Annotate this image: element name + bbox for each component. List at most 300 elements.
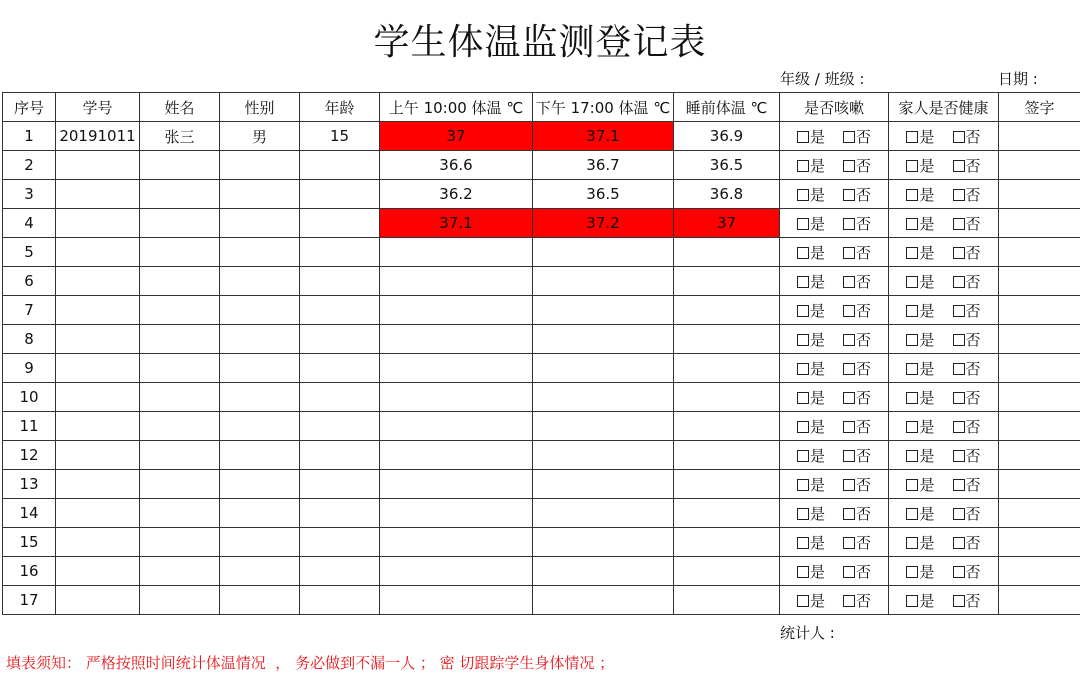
temperature-table	[2, 92, 1080, 615]
checkbox-no-box[interactable]	[843, 276, 855, 288]
cell-signature[interactable]	[999, 499, 1080, 528]
cell-name	[140, 383, 220, 412]
cell-signature[interactable]	[999, 296, 1080, 325]
checkbox-no-box[interactable]	[953, 218, 965, 230]
cell-family-health	[889, 412, 999, 441]
cell-gender	[220, 296, 300, 325]
checkbox-yes-option[interactable]	[906, 184, 934, 205]
checkbox-no-option[interactable]	[953, 561, 981, 582]
cell-signature[interactable]	[999, 151, 1080, 180]
checkbox-no-label: 否	[965, 475, 981, 494]
checkbox-no-option[interactable]	[953, 329, 981, 350]
cell-age	[300, 238, 380, 267]
cell-row-no: 2	[3, 151, 56, 180]
checkbox-yes-option[interactable]	[906, 387, 934, 408]
checkbox-no-option[interactable]	[953, 184, 981, 205]
checkbox-yes-option[interactable]	[906, 561, 934, 582]
checkbox-yes-box[interactable]	[797, 392, 809, 404]
checkbox-no-option[interactable]	[843, 126, 871, 147]
checkbox-yes-box[interactable]	[797, 479, 809, 491]
cell-row-no: 16	[3, 557, 56, 586]
checkbox-yes-box[interactable]	[906, 247, 918, 259]
cell-gender	[220, 151, 300, 180]
checkbox-yes-box[interactable]	[906, 363, 918, 375]
checkbox-no-box[interactable]	[843, 508, 855, 520]
checkbox-no-box[interactable]	[953, 247, 965, 259]
checkbox-yes-box[interactable]	[906, 537, 918, 549]
checkbox-no-box[interactable]	[843, 334, 855, 346]
checkbox-yes-box[interactable]	[906, 450, 918, 462]
checkbox-no-option[interactable]	[843, 590, 871, 611]
cell-am-temp	[380, 412, 533, 441]
cell-age	[300, 470, 380, 499]
cell-age	[300, 499, 380, 528]
cell-pm-temp: 37.1	[533, 122, 674, 151]
cell-gender	[220, 383, 300, 412]
col-header-signature: 签字	[999, 93, 1080, 122]
checkbox-no-label: 否	[856, 272, 872, 291]
checkbox-yes-box[interactable]	[797, 421, 809, 433]
checkbox-yes-box[interactable]	[797, 363, 809, 375]
cell-family-health	[889, 180, 999, 209]
checkbox-no-option[interactable]	[843, 155, 871, 176]
checkbox-yes-option[interactable]	[797, 445, 825, 466]
cell-name	[140, 412, 220, 441]
checkbox-no-box[interactable]	[953, 508, 965, 520]
checkbox-no-option[interactable]	[843, 358, 871, 379]
checkbox-no-box[interactable]	[843, 218, 855, 230]
checkbox-yes-box[interactable]	[906, 595, 918, 607]
checkbox-no-box[interactable]	[843, 160, 855, 172]
checkbox-no-option[interactable]	[953, 445, 981, 466]
cell-student-id	[56, 180, 140, 209]
cell-signature[interactable]	[999, 325, 1080, 354]
checkbox-yes-option[interactable]	[906, 532, 934, 553]
cell-age	[300, 441, 380, 470]
cell-family-health	[889, 209, 999, 238]
checkbox-no-box[interactable]	[843, 566, 855, 578]
checkbox-no-box[interactable]	[843, 392, 855, 404]
cell-cough	[780, 499, 889, 528]
checkbox-no-box[interactable]	[953, 131, 965, 143]
checkbox-yes-option[interactable]	[906, 242, 934, 263]
checkbox-no-option[interactable]	[953, 242, 981, 263]
cell-am-temp: 36.6	[380, 151, 533, 180]
checkbox-yes-box[interactable]	[797, 131, 809, 143]
cell-gender: 男	[220, 122, 300, 151]
checkbox-yes-label: 是	[809, 504, 825, 523]
cell-age	[300, 528, 380, 557]
cell-pm-temp	[533, 441, 674, 470]
checkbox-yes-box[interactable]	[906, 160, 918, 172]
cell-student-id	[56, 586, 140, 615]
cell-student-id	[56, 325, 140, 354]
checkbox-no-option[interactable]	[843, 387, 871, 408]
checkbox-no-box[interactable]	[953, 305, 965, 317]
checkbox-no-box[interactable]	[953, 566, 965, 578]
col-header-family-health: 家人是否健康	[889, 93, 999, 122]
cell-pm-temp	[533, 238, 674, 267]
cell-gender	[220, 180, 300, 209]
cell-row-no: 8	[3, 325, 56, 354]
checkbox-no-option[interactable]	[843, 329, 871, 350]
checkbox-no-box[interactable]	[953, 189, 965, 201]
checkbox-yes-box[interactable]	[906, 566, 918, 578]
cell-row-no: 17	[3, 586, 56, 615]
checkbox-no-label: 否	[965, 417, 981, 436]
checkbox-yes-box[interactable]	[797, 537, 809, 549]
checkbox-yes-option[interactable]	[906, 416, 934, 437]
cell-am-temp	[380, 383, 533, 412]
checkbox-yes-box[interactable]	[797, 566, 809, 578]
checkbox-no-option[interactable]	[843, 503, 871, 524]
checkbox-yes-option[interactable]	[906, 213, 934, 234]
cell-signature[interactable]	[999, 180, 1080, 209]
col-header-gender: 性别	[220, 93, 300, 122]
cell-cough	[780, 557, 889, 586]
date-label: 日期 :	[998, 70, 1038, 88]
cell-cough	[780, 354, 889, 383]
cell-gender	[220, 412, 300, 441]
checkbox-no-option[interactable]	[953, 416, 981, 437]
checkbox-yes-box[interactable]	[906, 479, 918, 491]
cell-gender	[220, 470, 300, 499]
checkbox-yes-box[interactable]	[797, 218, 809, 230]
checkbox-no-label: 否	[856, 330, 872, 349]
col-header-student-id: 学号	[56, 93, 140, 122]
checkbox-yes-label: 是	[809, 388, 825, 407]
checkbox-yes-box[interactable]	[906, 421, 918, 433]
cell-cough	[780, 470, 889, 499]
checkbox-no-box[interactable]	[843, 189, 855, 201]
cell-am-temp	[380, 354, 533, 383]
checkbox-no-box[interactable]	[953, 479, 965, 491]
cell-pm-temp: 37.2	[533, 209, 674, 238]
checkbox-yes-option[interactable]	[906, 503, 934, 524]
cell-bedtime-temp	[674, 296, 780, 325]
checkbox-yes-label: 是	[919, 214, 935, 233]
checkbox-yes-option[interactable]	[797, 242, 825, 263]
checkbox-no-option[interactable]	[953, 387, 981, 408]
col-header-am-temp: 上午 10:00 体温 ℃	[380, 93, 533, 122]
checkbox-no-option[interactable]	[843, 416, 871, 437]
checkbox-no-box[interactable]	[953, 276, 965, 288]
sheet-title: 学生体温监测登记表	[373, 22, 707, 63]
checkbox-no-box[interactable]	[843, 247, 855, 259]
checkbox-yes-option[interactable]	[797, 184, 825, 205]
cell-family-health	[889, 151, 999, 180]
checkbox-no-label: 否	[856, 562, 872, 581]
checkbox-no-box[interactable]	[843, 131, 855, 143]
checkbox-yes-option[interactable]	[906, 474, 934, 495]
cell-am-temp	[380, 586, 533, 615]
cell-gender	[220, 528, 300, 557]
cell-signature[interactable]	[999, 557, 1080, 586]
checkbox-yes-option[interactable]	[797, 474, 825, 495]
checkbox-no-box[interactable]	[953, 160, 965, 172]
checkbox-no-box[interactable]	[843, 421, 855, 433]
checkbox-no-label: 否	[856, 243, 872, 262]
cell-signature[interactable]	[999, 441, 1080, 470]
checkbox-no-option[interactable]	[953, 155, 981, 176]
checkbox-no-option[interactable]	[843, 561, 871, 582]
checkbox-no-option[interactable]	[953, 213, 981, 234]
cell-gender	[220, 557, 300, 586]
checkbox-yes-option[interactable]	[797, 213, 825, 234]
checkbox-no-label: 否	[965, 330, 981, 349]
cell-student-id	[56, 238, 140, 267]
checkbox-no-option[interactable]	[953, 503, 981, 524]
cell-bedtime-temp	[674, 586, 780, 615]
cell-age	[300, 296, 380, 325]
checkbox-yes-box[interactable]	[906, 189, 918, 201]
checkbox-yes-box[interactable]	[797, 160, 809, 172]
checkbox-no-option[interactable]	[843, 271, 871, 292]
cell-bedtime-temp: 36.5	[674, 151, 780, 180]
checkbox-no-option[interactable]	[843, 445, 871, 466]
cell-pm-temp	[533, 586, 674, 615]
checkbox-no-label: 否	[856, 127, 872, 146]
cell-signature[interactable]	[999, 383, 1080, 412]
checkbox-yes-option[interactable]	[906, 126, 934, 147]
checkbox-no-label: 否	[856, 591, 872, 610]
checkbox-yes-box[interactable]	[797, 305, 809, 317]
checkbox-yes-option[interactable]	[797, 503, 825, 524]
cell-row-no: 14	[3, 499, 56, 528]
cell-gender	[220, 267, 300, 296]
checkbox-no-option[interactable]	[953, 300, 981, 321]
checkbox-yes-option[interactable]	[906, 300, 934, 321]
checkbox-yes-option[interactable]	[797, 590, 825, 611]
checkbox-yes-label: 是	[809, 446, 825, 465]
cell-family-health	[889, 122, 999, 151]
checkbox-no-option[interactable]	[953, 474, 981, 495]
checkbox-no-label: 否	[856, 533, 872, 552]
checkbox-yes-box[interactable]	[797, 595, 809, 607]
checkbox-yes-option[interactable]	[797, 300, 825, 321]
checkbox-yes-option[interactable]	[906, 155, 934, 176]
checkbox-no-option[interactable]	[953, 358, 981, 379]
cell-age	[300, 557, 380, 586]
checkbox-yes-label: 是	[809, 591, 825, 610]
checkbox-yes-label: 是	[919, 504, 935, 523]
checkbox-yes-label: 是	[919, 330, 935, 349]
cell-row-no: 7	[3, 296, 56, 325]
cell-bedtime-temp: 36.9	[674, 122, 780, 151]
checkbox-yes-box[interactable]	[906, 218, 918, 230]
cell-row-no: 15	[3, 528, 56, 557]
col-header-age: 年龄	[300, 93, 380, 122]
cell-student-id	[56, 354, 140, 383]
checkbox-yes-option[interactable]	[797, 387, 825, 408]
table-row	[3, 383, 1080, 412]
checkbox-no-option[interactable]	[843, 474, 871, 495]
checkbox-no-box[interactable]	[843, 363, 855, 375]
cell-signature[interactable]	[999, 209, 1080, 238]
checkbox-yes-label: 是	[919, 359, 935, 378]
cell-cough	[780, 122, 889, 151]
checkbox-yes-label: 是	[919, 243, 935, 262]
cell-row-no: 5	[3, 238, 56, 267]
col-header-pm-temp: 下午 17:00 体温 ℃	[533, 93, 674, 122]
checkbox-no-box[interactable]	[843, 450, 855, 462]
cell-row-no: 6	[3, 267, 56, 296]
cell-name	[140, 557, 220, 586]
col-header-cough: 是否咳嗽	[780, 93, 889, 122]
checkbox-no-box[interactable]	[843, 305, 855, 317]
checkbox-yes-option[interactable]	[906, 445, 934, 466]
cell-gender	[220, 209, 300, 238]
cell-gender	[220, 238, 300, 267]
cell-row-no: 1	[3, 122, 56, 151]
checkbox-no-option[interactable]	[843, 213, 871, 234]
cell-name	[140, 180, 220, 209]
fill-notice: 填表须知： 严格按照时间统计体温情况 ， 务必做到不漏一人 ； 密 切跟踪学生身体情况 ；	[6, 654, 615, 672]
checkbox-yes-label: 是	[809, 359, 825, 378]
statistician-label: 统计人 :	[780, 624, 835, 642]
checkbox-yes-label: 是	[919, 446, 935, 465]
cell-am-temp: 37.1	[380, 209, 533, 238]
cell-name	[140, 470, 220, 499]
checkbox-yes-label: 是	[919, 591, 935, 610]
cell-signature[interactable]	[999, 354, 1080, 383]
cell-row-no: 11	[3, 412, 56, 441]
cell-student-id	[56, 499, 140, 528]
cell-gender	[220, 586, 300, 615]
table-row	[3, 412, 1080, 441]
checkbox-no-box[interactable]	[843, 479, 855, 491]
checkbox-no-box[interactable]	[953, 392, 965, 404]
checkbox-yes-box[interactable]	[797, 450, 809, 462]
cell-am-temp	[380, 470, 533, 499]
checkbox-yes-box[interactable]	[797, 247, 809, 259]
checkbox-yes-option[interactable]	[906, 358, 934, 379]
cell-signature[interactable]	[999, 528, 1080, 557]
cell-student-id	[56, 296, 140, 325]
table-row	[3, 499, 1080, 528]
checkbox-no-box[interactable]	[843, 595, 855, 607]
checkbox-no-box[interactable]	[953, 595, 965, 607]
checkbox-yes-box[interactable]	[906, 276, 918, 288]
cell-age	[300, 325, 380, 354]
cell-am-temp: 37	[380, 122, 533, 151]
checkbox-no-option[interactable]	[843, 300, 871, 321]
checkbox-no-label: 否	[856, 446, 872, 465]
cell-cough	[780, 209, 889, 238]
checkbox-yes-label: 是	[809, 156, 825, 175]
cell-signature[interactable]	[999, 412, 1080, 441]
table-row	[3, 238, 1080, 267]
checkbox-no-box[interactable]	[953, 537, 965, 549]
checkbox-no-label: 否	[856, 185, 872, 204]
checkbox-no-box[interactable]	[953, 334, 965, 346]
cell-bedtime-temp	[674, 383, 780, 412]
checkbox-no-box[interactable]	[953, 421, 965, 433]
cell-family-health	[889, 238, 999, 267]
checkbox-no-box[interactable]	[843, 537, 855, 549]
table-row	[3, 557, 1080, 586]
checkbox-no-label: 否	[856, 214, 872, 233]
checkbox-yes-label: 是	[809, 417, 825, 436]
checkbox-no-label: 否	[965, 591, 981, 610]
checkbox-yes-option[interactable]	[797, 358, 825, 379]
checkbox-yes-option[interactable]	[797, 561, 825, 582]
checkbox-no-box[interactable]	[953, 363, 965, 375]
checkbox-no-option[interactable]	[843, 184, 871, 205]
checkbox-yes-box[interactable]	[797, 334, 809, 346]
cell-cough	[780, 296, 889, 325]
checkbox-no-option[interactable]	[953, 126, 981, 147]
checkbox-yes-box[interactable]	[797, 189, 809, 201]
cell-cough	[780, 412, 889, 441]
cell-signature[interactable]	[999, 470, 1080, 499]
table-row	[3, 180, 1080, 209]
checkbox-yes-box[interactable]	[906, 131, 918, 143]
checkbox-yes-box[interactable]	[797, 276, 809, 288]
cell-student-id	[56, 441, 140, 470]
checkbox-yes-option[interactable]	[797, 532, 825, 553]
cell-family-health	[889, 354, 999, 383]
checkbox-yes-box[interactable]	[797, 508, 809, 520]
checkbox-no-option[interactable]	[843, 532, 871, 553]
checkbox-yes-option[interactable]	[797, 329, 825, 350]
checkbox-no-box[interactable]	[953, 450, 965, 462]
checkbox-yes-option[interactable]	[906, 329, 934, 350]
checkbox-yes-label: 是	[809, 127, 825, 146]
cell-cough	[780, 238, 889, 267]
cell-signature[interactable]	[999, 586, 1080, 615]
checkbox-yes-option[interactable]	[906, 590, 934, 611]
checkbox-no-label: 否	[856, 359, 872, 378]
checkbox-yes-option[interactable]	[797, 126, 825, 147]
checkbox-no-option[interactable]	[843, 242, 871, 263]
cell-pm-temp	[533, 470, 674, 499]
cell-row-no: 10	[3, 383, 56, 412]
checkbox-yes-label: 是	[919, 417, 935, 436]
checkbox-no-label: 否	[965, 301, 981, 320]
cell-student-id	[56, 528, 140, 557]
checkbox-yes-box[interactable]	[906, 334, 918, 346]
cell-row-no: 13	[3, 470, 56, 499]
checkbox-yes-option[interactable]	[797, 416, 825, 437]
cell-signature[interactable]	[999, 267, 1080, 296]
checkbox-no-option[interactable]	[953, 532, 981, 553]
checkbox-yes-label: 是	[919, 301, 935, 320]
checkbox-yes-option[interactable]	[797, 155, 825, 176]
checkbox-yes-box[interactable]	[906, 508, 918, 520]
cell-age	[300, 354, 380, 383]
checkbox-yes-option[interactable]	[906, 271, 934, 292]
checkbox-no-option[interactable]	[953, 590, 981, 611]
cell-cough	[780, 267, 889, 296]
checkbox-yes-box[interactable]	[906, 305, 918, 317]
table-row	[3, 354, 1080, 383]
checkbox-yes-option[interactable]	[797, 271, 825, 292]
cell-name	[140, 151, 220, 180]
cell-age	[300, 267, 380, 296]
checkbox-no-option[interactable]	[953, 271, 981, 292]
table-row	[3, 267, 1080, 296]
checkbox-yes-label: 是	[919, 388, 935, 407]
cell-bedtime-temp	[674, 354, 780, 383]
cell-bedtime-temp	[674, 412, 780, 441]
checkbox-no-label: 否	[965, 127, 981, 146]
cell-bedtime-temp	[674, 267, 780, 296]
cell-signature[interactable]	[999, 238, 1080, 267]
cell-gender	[220, 325, 300, 354]
checkbox-yes-box[interactable]	[906, 392, 918, 404]
cell-signature[interactable]	[999, 122, 1080, 151]
